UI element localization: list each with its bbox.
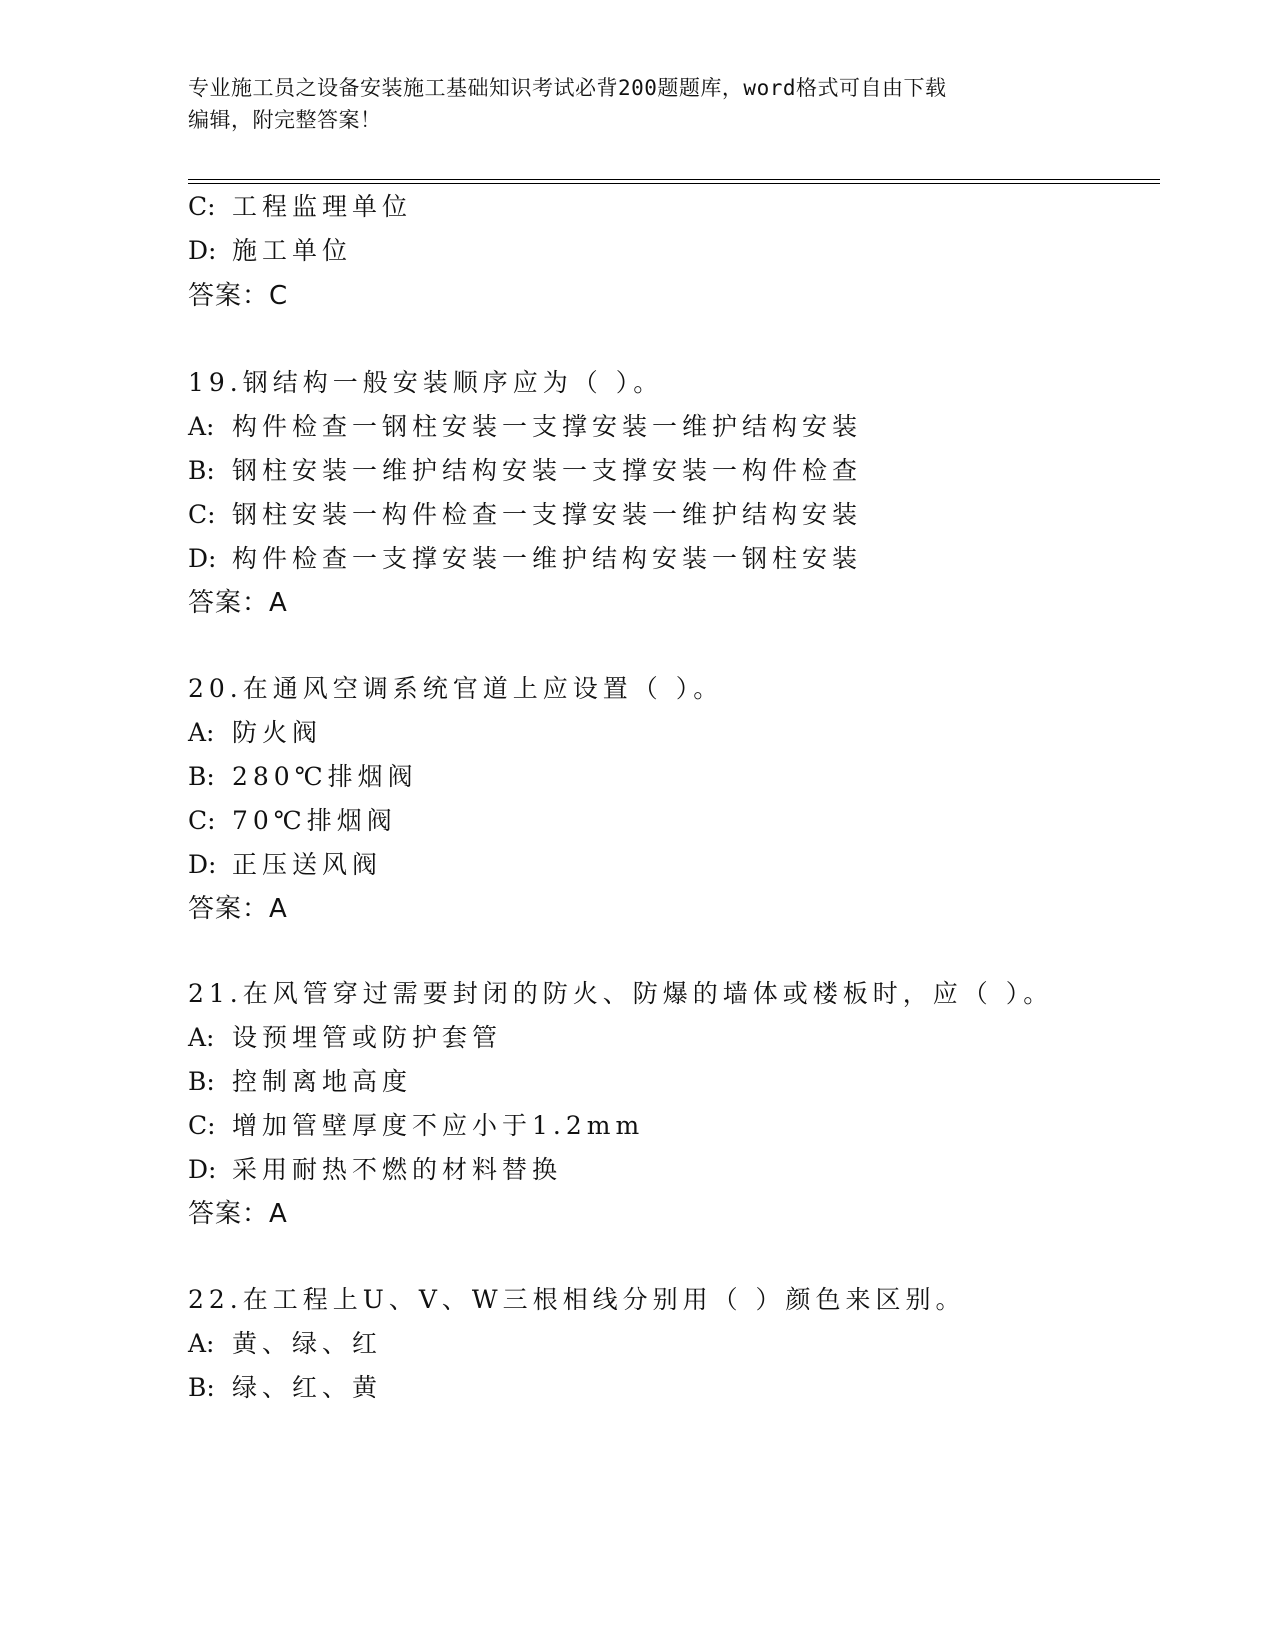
option-text: 70℃排烟阀 — [232, 806, 397, 835]
option-line — [188, 849, 382, 881]
option-label: B: — [188, 762, 215, 791]
option-text: 构件检查一支撑安装一维护结构安装一钢柱安装 — [232, 544, 863, 573]
answer-line: 答案：A — [188, 894, 288, 924]
option-text: 控制离地高度 — [232, 1067, 413, 1096]
answer-line: 答案：A — [188, 588, 288, 618]
option-text: 工程监理单位 — [232, 192, 413, 221]
option-line — [188, 1110, 644, 1142]
option-label: C: — [188, 500, 216, 529]
option-text: 设预埋管或防护套管 — [232, 1023, 503, 1052]
answer-line: 答案：A — [188, 1199, 288, 1229]
question-line: 22.在工程上U、V、W三根相线分别用（ ）颜色来区别。 — [188, 1285, 966, 1314]
option-text: 正压送风阀 — [232, 850, 383, 879]
option-text: 280℃排烟阀 — [232, 762, 418, 791]
option-line — [188, 717, 322, 749]
option-line — [188, 1328, 382, 1360]
option-label: A: — [188, 1023, 215, 1052]
option-line — [188, 411, 862, 443]
option-label: C: — [188, 806, 216, 835]
option-text: 防火阀 — [232, 718, 323, 747]
option-line — [188, 235, 352, 267]
answer-line: 答案：C — [188, 281, 289, 311]
option-line — [188, 1066, 412, 1098]
option-text: 钢柱安装一维护结构安装一支撑安装一构件检查 — [232, 456, 863, 485]
option-text: 增加管壁厚度不应小于1.2mm — [232, 1111, 645, 1140]
option-label: A: — [188, 718, 215, 747]
option-line — [188, 455, 862, 487]
header-title-line-1: 专业施工员之设备安装施工基础知识考试必背200题题库，word格式可自由下载 — [188, 76, 947, 100]
option-text: 采用耐热不燃的材料替换 — [232, 1155, 563, 1184]
option-label: D: — [188, 544, 217, 573]
option-text: 钢柱安装一构件检查一支撑安装一维护结构安装 — [232, 500, 863, 529]
option-label: A: — [188, 1329, 215, 1358]
option-line — [188, 1372, 382, 1404]
option-label: C: — [188, 1111, 216, 1140]
option-label: D: — [188, 236, 217, 265]
option-text: 施工单位 — [232, 236, 353, 265]
option-label: D: — [188, 1155, 217, 1184]
option-text: 绿、红、黄 — [232, 1373, 383, 1402]
option-label: B: — [188, 1067, 215, 1096]
option-label: B: — [188, 456, 215, 485]
option-label: D: — [188, 850, 217, 879]
question-line: 19.钢结构一般安装顺序应为（ ）。 — [188, 368, 664, 397]
option-line — [188, 761, 418, 793]
option-line — [188, 191, 412, 223]
option-line — [188, 499, 862, 531]
question-line: 20.在通风空调系统官道上应设置（ ）。 — [188, 674, 724, 703]
question-line: 21.在风管穿过需要封闭的防火、防爆的墙体或楼板时，应（ ）。 — [188, 979, 1054, 1008]
option-label: C: — [188, 192, 216, 221]
header-title-line-2: 编辑，附完整答案！ — [188, 108, 382, 132]
document-header — [188, 72, 1068, 136]
option-line — [188, 1022, 502, 1054]
option-text: 构件检查一钢柱安装一支撑安装一维护结构安装 — [232, 412, 863, 441]
option-line — [188, 1154, 562, 1186]
option-label: B: — [188, 1373, 215, 1402]
option-label: A: — [188, 412, 215, 441]
option-line — [188, 543, 862, 575]
option-line — [188, 805, 397, 837]
header-rule-bottom — [188, 183, 1160, 184]
option-text: 黄、绿、红 — [232, 1329, 383, 1358]
header-rule-top — [188, 179, 1160, 180]
